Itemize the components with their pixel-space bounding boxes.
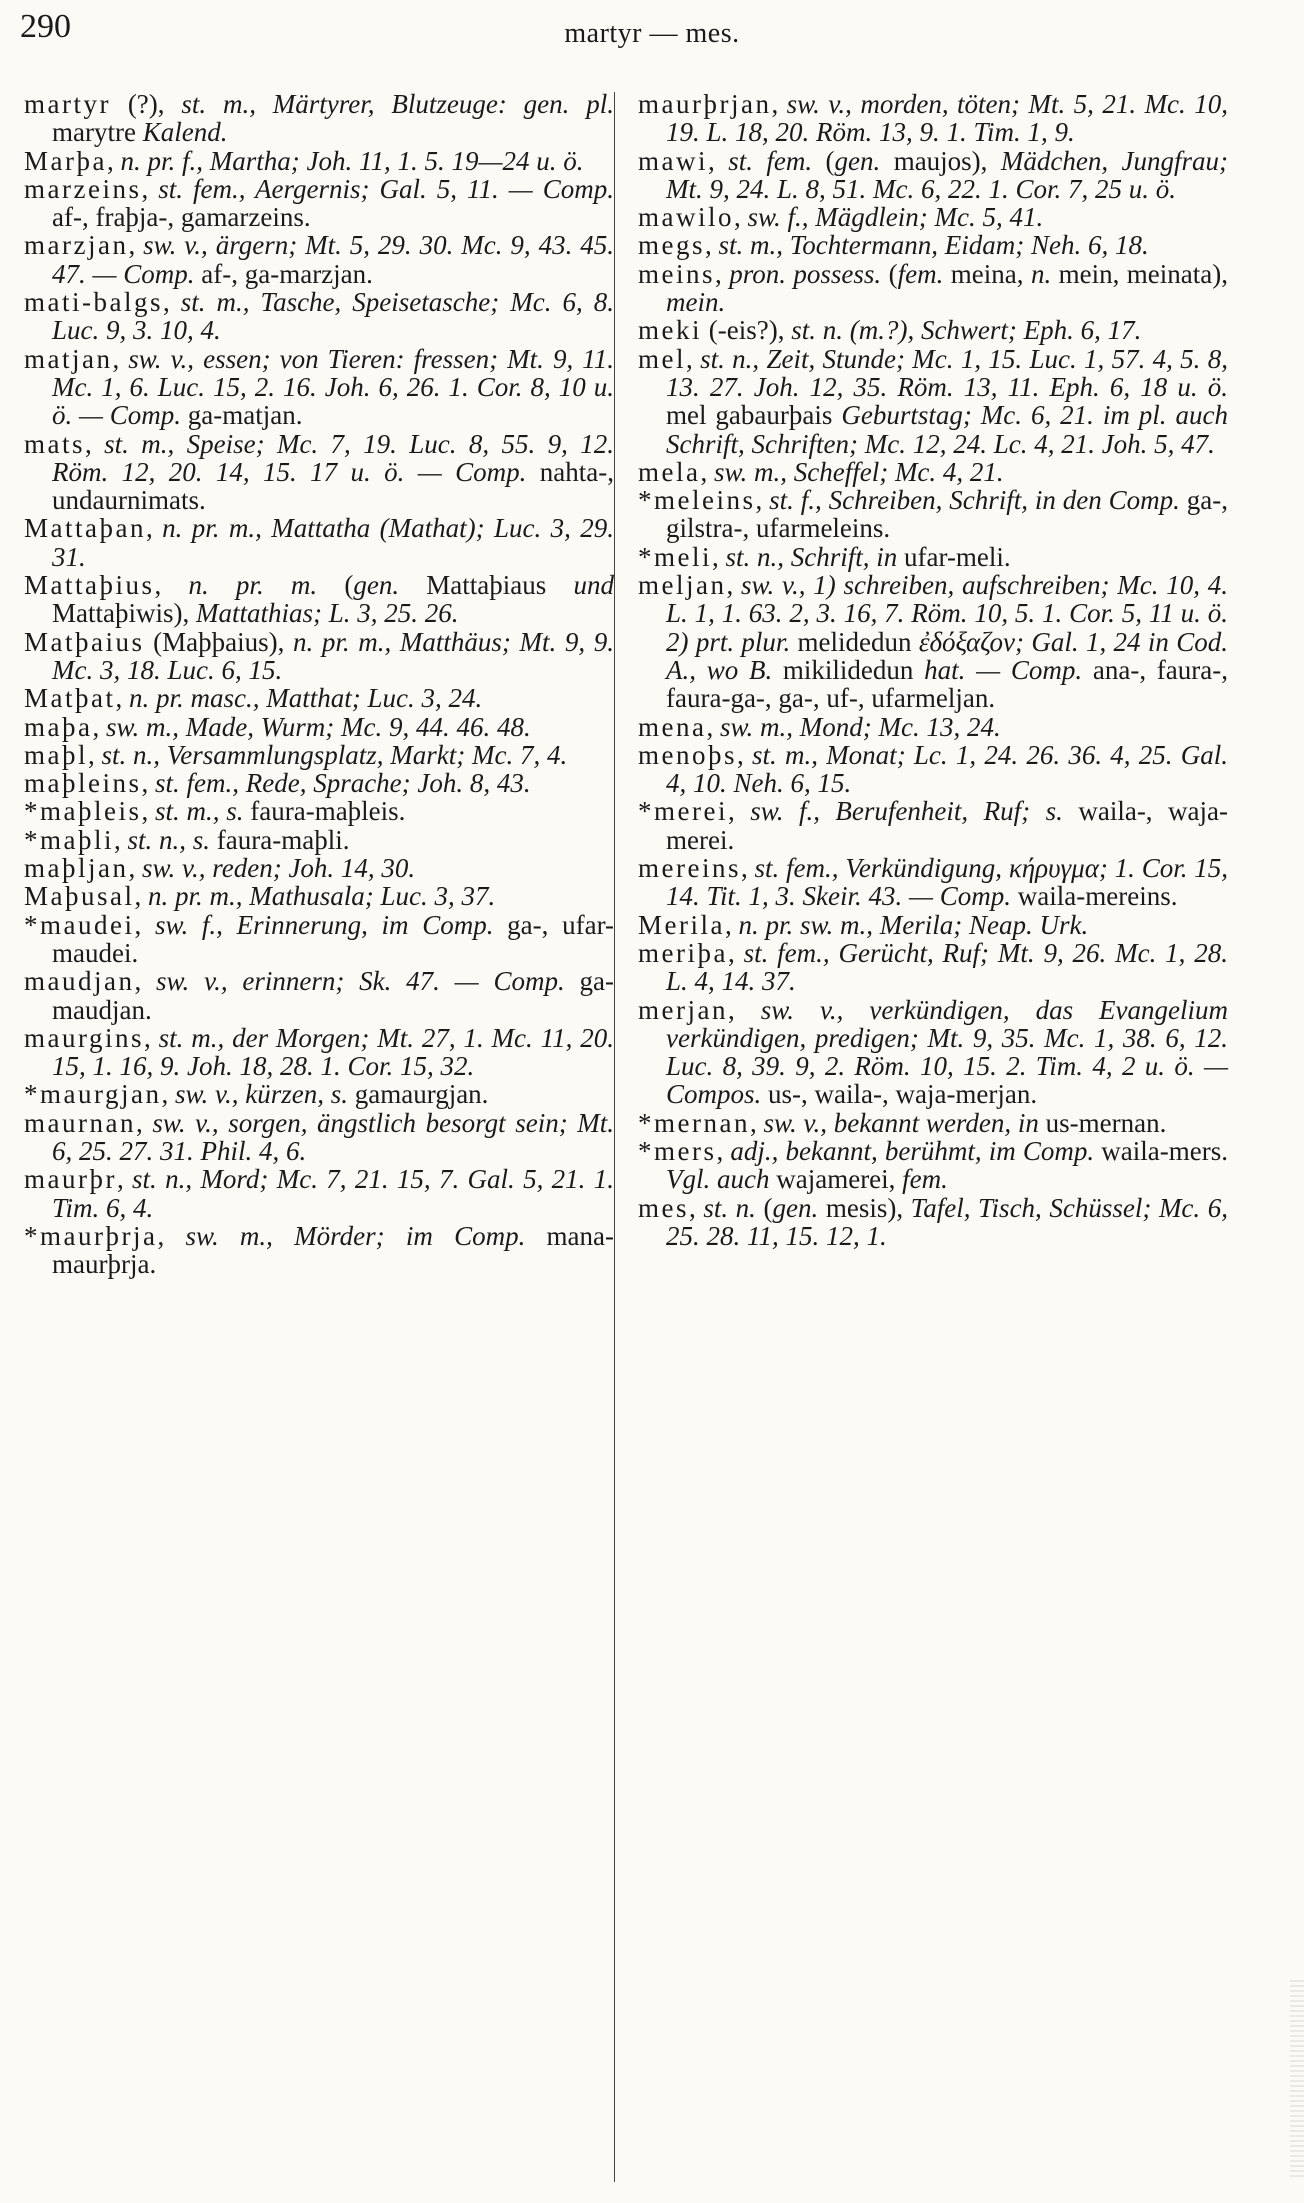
- dictionary-entry: [24, 826, 614, 854]
- page-header: [0, 0, 1304, 58]
- entry-text: ,: [727, 796, 751, 827]
- entry-headword: maþljan: [24, 853, 129, 884]
- entry-headword: mereins: [638, 853, 741, 884]
- entry-text: ,: [112, 343, 129, 374]
- dictionary-entry: [24, 430, 614, 515]
- entry-text: Mattaþiaus: [399, 570, 574, 601]
- entry-text: st. m., Monat; Lc. 1, 24. 26. 36. 4, 25. Gal. 4, 10. Neh. 6, 15.: [666, 739, 1228, 799]
- entry-text: st. fem., Verkündigung, κήρυγμα; 1. Cor. 15, 14. Tit. 1, 3. Skeir. 43. — Comp.: [666, 853, 1228, 912]
- dictionary-entry: [638, 90, 1228, 147]
- entry-text: ,: [708, 145, 729, 176]
- entry-headword: maurþr: [24, 1164, 117, 1195]
- entry-text: ,: [141, 173, 159, 204]
- entry-text: st. m., Märtyrer, Blutzeuge: gen. pl.: [181, 89, 614, 119]
- entry-text: faura-maþli.: [210, 824, 350, 855]
- dictionary-entry: [638, 316, 1228, 344]
- dictionary-entry: [24, 175, 614, 232]
- entry-text: adj., bekannt, berühmt, im Comp.: [730, 1135, 1095, 1166]
- entry-text: ga-, gilstra-, ufarmeleins.: [666, 485, 1228, 544]
- entry-headword: Matþaius: [24, 626, 145, 657]
- dictionary-entry: [24, 1222, 614, 1279]
- entry-text: Mattathias; L. 3, 25. 26.: [195, 598, 459, 629]
- entry-headword: martyr: [24, 89, 111, 119]
- entry-text: n. pr. m., Mathusala; Luc. 3, 37.: [147, 881, 496, 912]
- entry-text: (-eis?),: [702, 315, 792, 346]
- dictionary-entry: [24, 741, 614, 769]
- entry-text: us-mernan.: [1038, 1107, 1167, 1138]
- entry-headword: *mernan: [638, 1107, 750, 1138]
- entry-text: af-, fraþja-, gamarzeins.: [52, 202, 311, 233]
- entry-text: sw. v., verkündigen, das Evangelium verkündigen, predigen; Mt. 9, 35. Mc. 1, 38. 6, 12. Luc. 8, 39. 9, 2. Röm. 10, 15. 2. Tim. 4, 2 u. ö. — Compos.: [666, 994, 1229, 1110]
- entry-headword: maudjan: [24, 966, 135, 997]
- dictionary-entry: [24, 1024, 614, 1081]
- entry-text: ana-, faura-, faura-ga-, ga-, uf-, ufarmeljan.: [666, 654, 1228, 714]
- entry-text: waila-mers.: [1094, 1135, 1228, 1166]
- entry-text: st. fem., Aergernis; Gal. 5, 11. — Comp.: [158, 173, 614, 204]
- entry-text: ,: [135, 1107, 153, 1138]
- dictionary-entry: [24, 231, 614, 288]
- entry-text: meina,: [943, 258, 1031, 289]
- dictionary-entry: [24, 1165, 614, 1222]
- entry-headword: matjan: [24, 343, 113, 374]
- entry-headword: meljan: [638, 570, 727, 601]
- entry-text: ,: [114, 824, 128, 855]
- entry-text: ga-, ufar-maudei.: [52, 909, 615, 968]
- entry-text: st. m., Tochtermann, Eidam; Neh. 6, 18.: [718, 230, 1149, 261]
- entry-text: st. n., Zeit, Stunde; Mc. 1, 15. Luc. 1, 57. 4, 5. 8, 13. 27. Joh. 12, 35. Röm. 13, 11. Eph. 6, 18 u. ö.: [666, 343, 1228, 402]
- entry-text: sw. v., morden, töten; Mt. 5, 21. Mc. 10, 19. L. 18, 20. Röm. 13, 9. 1. Tim. 1, 9.: [666, 89, 1229, 148]
- entry-headword: *mers: [638, 1135, 717, 1166]
- dictionary-entry: [24, 628, 614, 685]
- entry-text: gen.: [353, 570, 400, 601]
- entry-headword: megs: [638, 230, 705, 261]
- right-column: [638, 90, 1228, 1250]
- entry-text: st. m., Speise; Mc. 7, 19. Luc. 8, 55. 9, 12. Röm. 12, 20. 14, 15. 17 u. ö. — Comp.: [52, 428, 615, 487]
- entry-text: ,: [706, 711, 720, 742]
- entry-text: st. n. (m.?), Schwert; Eph. 6, 17.: [791, 315, 1142, 346]
- entry-headword: maurnan: [24, 1107, 136, 1138]
- entry-text: mana-maurþrja.: [52, 1220, 615, 1280]
- entry-text: n. pr. m., Matthäus; Mt. 9, 9. Mc. 3, 18. Luc. 6, 15.: [52, 626, 615, 685]
- entry-headword: Maþusal: [24, 881, 135, 912]
- entry-text: mesis),: [818, 1192, 911, 1223]
- entry-text: st. fem., Rede, Sprache; Joh. 8, 43.: [154, 768, 531, 799]
- dictionary-entry: [24, 288, 614, 345]
- entry-headword: *maþli: [24, 824, 114, 855]
- entry-text: ,: [128, 853, 142, 884]
- dictionary-entry: [24, 797, 614, 825]
- dictionary-entry: [638, 741, 1228, 798]
- entry-text: sw. v., sorgen, ängstlich besorgt sein; Mt. 6, 25. 27. 31. Phil. 4, 6.: [52, 1107, 615, 1166]
- entry-text: Geburtstag; Mc. 6, 21. im pl. auch Schrift, Schriften; Mc. 12, 24. Lc. 4, 21. Joh. 5, 47.: [666, 400, 1228, 459]
- entry-text: st. m., s.: [154, 796, 244, 827]
- entry-text: (?),: [110, 89, 182, 119]
- entry-text: ,: [724, 909, 739, 940]
- dictionary-entry: [638, 486, 1228, 543]
- entry-headword: mes: [638, 1192, 689, 1223]
- entry-headword: maþl: [24, 739, 88, 770]
- dictionary-entry: [638, 1109, 1228, 1137]
- entry-text: ,: [134, 881, 148, 912]
- dictionary-entry: [24, 345, 614, 430]
- entry-text: n. pr. f., Martha; Joh. 11, 1. 5. 19—24 u. ö.: [120, 145, 584, 176]
- entry-text: n.: [1030, 258, 1052, 289]
- dictionary-entry: [638, 147, 1228, 204]
- entry-headword: maþa: [24, 711, 93, 742]
- entry-text: und: [573, 570, 614, 601]
- entry-text: st. fem.: [728, 145, 813, 176]
- entry-text: mikilidedun: [772, 654, 925, 685]
- entry-text: ,: [116, 1164, 133, 1195]
- entry-text: ,: [716, 1135, 731, 1166]
- entry-text: fem.: [897, 258, 944, 289]
- dictionary-entry: [24, 514, 614, 571]
- entry-headword: mena: [638, 711, 707, 742]
- entry-headword: *maudei: [24, 909, 135, 940]
- entry-text: st. n., Schrift, in: [725, 541, 898, 572]
- entry-text: ufar-meli.: [897, 541, 1011, 572]
- entry-text: ,: [771, 89, 787, 119]
- entry-text: sw. v., erinnern; Sk. 47. — Comp.: [156, 966, 565, 997]
- entry-text: fem.: [902, 1164, 948, 1195]
- dictionary-entry: [24, 684, 614, 712]
- entry-text: st. n.: [703, 1192, 756, 1223]
- dictionary-entry: [24, 882, 614, 910]
- entry-text: Kalend.: [142, 117, 228, 148]
- dictionary-entry: [24, 147, 614, 175]
- entry-headword: mats: [24, 428, 85, 459]
- entry-headword: Merila: [638, 909, 725, 940]
- entry-text: gen.: [834, 145, 881, 176]
- entry-headword: *meli: [638, 541, 712, 572]
- entry-text: ,: [128, 230, 144, 261]
- dictionary-entry: [638, 1137, 1228, 1194]
- entry-text: sw. v., essen; von Tieren: fressen; Mt. 9, 11. Mc. 1, 6. Luc. 15, 2. 16. Joh. 6, 26. 1. Cor. 8, 10 u. ö. — Comp.: [52, 343, 614, 431]
- entry-text: wajamerei,: [769, 1164, 903, 1195]
- entry-text: sw. m., Made, Wurm; Mc. 9, 44. 46. 48.: [105, 711, 531, 742]
- entry-text: ,: [157, 1220, 186, 1251]
- entry-text: (: [812, 145, 835, 176]
- entry-text: ,: [700, 456, 714, 487]
- entry-headword: mela: [638, 456, 701, 487]
- entry-text: melidedun: [790, 626, 919, 657]
- entry-headword: maurþrjan: [638, 89, 772, 119]
- entry-text: n. pr. m., Mattatha (Mathat); Luc. 3, 29. 31.: [52, 513, 615, 572]
- entry-text: marytre: [52, 117, 143, 148]
- entry-text: ,: [85, 428, 105, 459]
- dictionary-entry: [638, 797, 1228, 854]
- entry-headword: meriþa: [638, 937, 728, 968]
- entry-text: st. fem., Gerücht, Ruf; Mt. 9, 26. Mc. 1, 28. L. 4, 14. 37.: [666, 937, 1229, 997]
- dictionary-entry: [638, 543, 1228, 571]
- entry-text: sw. v., kürzen, s.: [174, 1079, 348, 1110]
- dictionary-entry: [638, 345, 1228, 458]
- entry-text: ga-maudjan.: [52, 966, 614, 1025]
- entry-text: faura-maþleis.: [243, 796, 406, 827]
- entry-text: maujos),: [880, 145, 1001, 176]
- entry-text: (Maþþaius),: [144, 626, 293, 657]
- entry-text: sw. f., Erinnerung, im Comp.: [154, 909, 494, 940]
- column-divider: [614, 92, 615, 2182]
- entry-text: sw. v., bekannt werden, in: [763, 1107, 1039, 1138]
- entry-text: sw. f., Berufenheit, Ruf; s.: [750, 796, 1063, 827]
- entry-headword: mawi: [638, 145, 708, 176]
- entry-text: ,: [734, 202, 748, 233]
- entry-headword: marzeins: [24, 173, 142, 204]
- left-column: [24, 90, 614, 1278]
- entry-text: us-, waila-, waja-merjan.: [761, 1079, 1038, 1110]
- entry-text: mein, meinata),: [1051, 258, 1228, 289]
- entry-text: ,: [144, 1022, 159, 1053]
- entry-text: ,: [161, 1079, 175, 1110]
- entry-headword: maþleins: [24, 768, 142, 799]
- entry-text: n. pr. masc., Matthat; Luc. 3, 24.: [128, 683, 483, 714]
- dictionary-entry: [24, 911, 614, 968]
- entry-text: ,: [737, 739, 752, 770]
- dictionary-entry: [638, 203, 1228, 231]
- entry-text: st. f., Schreiben, Schrift, in den Comp.: [769, 485, 1180, 516]
- dictionary-entry: [638, 996, 1228, 1109]
- entry-headword: menoþs: [638, 739, 737, 770]
- entry-text: (: [881, 258, 898, 289]
- entry-text: ,: [145, 513, 163, 544]
- scan-edge-texture: [1290, 1980, 1304, 2180]
- entry-text: ,: [106, 145, 121, 176]
- entry-text: sw. v., 1) schreiben, aufschreiben; Mc. 10, 4. L. 1, 1. 63. 2, 3. 16, 7. Röm. 10, 5. 1. Cor. 5, 11 u. ö. 2) prt. plur.: [666, 570, 1228, 657]
- entry-headword: *maurþrja: [24, 1220, 158, 1251]
- entry-text: af-, ga-marzjan.: [194, 258, 373, 289]
- entry-headword: meins: [638, 258, 715, 289]
- entry-text: waila-, waja-merei.: [666, 796, 1228, 855]
- entry-text: sw. m., Scheffel; Mc. 4, 21.: [713, 456, 1004, 487]
- entry-text: st. n., Versammlungsplatz, Markt; Mc. 7, 4.: [101, 739, 568, 770]
- dictionary-entry: [638, 260, 1228, 317]
- entry-headword: merjan: [638, 994, 728, 1025]
- entry-text: st. m., der Morgen; Mt. 27, 1. Mc. 11, 20. 15, 1. 16, 9. Joh. 18, 28. 1. Cor. 15, 32.: [52, 1022, 614, 1082]
- entry-text: ,: [689, 1192, 704, 1223]
- entry-text: ,: [154, 570, 189, 601]
- entry-text: ,: [134, 966, 157, 997]
- entry-text: ,: [712, 541, 726, 572]
- entry-text: n. pr. sw. m., Merila; Neap. Urk.: [738, 909, 1089, 940]
- entry-text: sw. v., reden; Joh. 14, 30.: [141, 853, 416, 884]
- entry-text: ,: [726, 570, 741, 601]
- dictionary-entry: [24, 769, 614, 797]
- entry-text: sw. f., Mägdlein; Mc. 5, 41.: [747, 202, 1044, 233]
- entry-text: ,: [141, 796, 155, 827]
- dictionary-entry: [638, 458, 1228, 486]
- entry-text: ,: [92, 711, 106, 742]
- entry-headword: *maurgjan: [24, 1079, 162, 1110]
- dictionary-entry: [24, 713, 614, 741]
- entry-text: ,: [88, 739, 102, 770]
- entry-text: sw. m., Mond; Mc. 13, 24.: [719, 711, 1001, 742]
- entry-text: ἐδόξαζον; Gal. 1, 24 in Cod. A., wo B.: [666, 626, 1228, 685]
- entry-text: (: [755, 1192, 773, 1223]
- entry-text: gen.: [772, 1192, 819, 1223]
- entry-text: ,: [115, 683, 129, 714]
- entry-text: ,: [134, 909, 155, 940]
- entry-text: n. pr. m.: [188, 570, 318, 601]
- entry-text: ,: [686, 343, 701, 374]
- entry-text: Mattaþiwis),: [52, 598, 196, 629]
- entry-text: st. n., s.: [127, 824, 211, 855]
- dictionary-entry: [24, 1109, 614, 1166]
- entry-headword: *maþleis: [24, 796, 142, 827]
- entry-text: ,: [749, 1107, 764, 1138]
- entry-text: ,: [141, 768, 155, 799]
- entry-text: st. n., Mord; Mc. 7, 21. 15, 7. Gal. 5, 21. 1. Tim. 6, 4.: [52, 1164, 614, 1223]
- dictionary-entry: [24, 571, 614, 628]
- dictionary-entry: [24, 90, 614, 147]
- dictionary-entry: [24, 967, 614, 1024]
- dictionary-entry: [638, 713, 1228, 741]
- dictionary-entry: [638, 1194, 1228, 1251]
- entry-text: pron. possess.: [729, 258, 882, 289]
- page-number: 290: [20, 8, 71, 45]
- entry-text: ga-matjan.: [181, 400, 303, 431]
- dictionary-entry: [638, 911, 1228, 939]
- entry-text: ,: [740, 853, 755, 884]
- entry-text: gamaurgjan.: [347, 1079, 489, 1110]
- entry-headword: Matþat: [24, 683, 116, 714]
- entry-text: ,: [715, 258, 730, 289]
- running-head: martyr — mes.: [564, 18, 740, 49]
- dictionary-entry: [638, 939, 1228, 996]
- entry-text: ,: [727, 994, 761, 1025]
- entry-text: Mädchen, Jungfrau; Mt. 9, 24. L. 8, 51. Mc. 6, 22. 1. Cor. 7, 25 u. ö.: [666, 145, 1228, 204]
- entry-text: Vgl. auch: [666, 1164, 770, 1195]
- entry-headword: Mattaþan: [24, 513, 146, 544]
- entry-text: sw. m., Mörder; im Comp.: [185, 1220, 526, 1251]
- entry-headword: Marþa: [24, 145, 107, 176]
- entry-headword: *meleins: [638, 485, 756, 516]
- entry-headword: *merei: [638, 796, 728, 827]
- entry-headword: Mattaþius: [24, 570, 155, 601]
- entry-headword: maurgins: [24, 1022, 144, 1053]
- entry-text: mein.: [666, 287, 726, 318]
- dictionary-entry: [638, 854, 1228, 911]
- entry-text: sw. v., ärgern; Mt. 5, 29. 30. Mc. 9, 43. 45. 47. — Comp.: [52, 230, 614, 289]
- entry-text: ,: [705, 230, 719, 261]
- entry-headword: meki: [638, 315, 702, 346]
- entry-text: (: [317, 570, 354, 601]
- entry-text: ,: [162, 287, 181, 318]
- dictionary-entry: [24, 854, 614, 882]
- entry-headword: mel: [638, 343, 686, 374]
- entry-text: ,: [727, 937, 744, 968]
- entry-text: ,: [755, 485, 770, 516]
- entry-headword: mawilo: [638, 202, 734, 233]
- entry-headword: marzjan: [24, 230, 129, 261]
- entry-text: waila-mereins.: [1011, 881, 1178, 912]
- entry-text: nahta-, undaurnimats.: [52, 456, 614, 516]
- dictionary-entry: [638, 571, 1228, 712]
- entry-text: Tafel, Tisch, Schüssel; Mc. 6, 25. 28. 11, 15. 12, 1.: [666, 1192, 1228, 1251]
- entry-headword: mati-balgs: [24, 287, 163, 318]
- entry-text: st. m., Tasche, Speisetasche; Mc. 6, 8. Luc. 9, 3. 10, 4.: [52, 287, 614, 346]
- entry-text: hat. — Comp.: [924, 654, 1083, 685]
- entry-text: mel gabaurþais: [666, 400, 842, 431]
- dictionary-entry: [24, 1080, 614, 1108]
- dictionary-entry: [638, 231, 1228, 259]
